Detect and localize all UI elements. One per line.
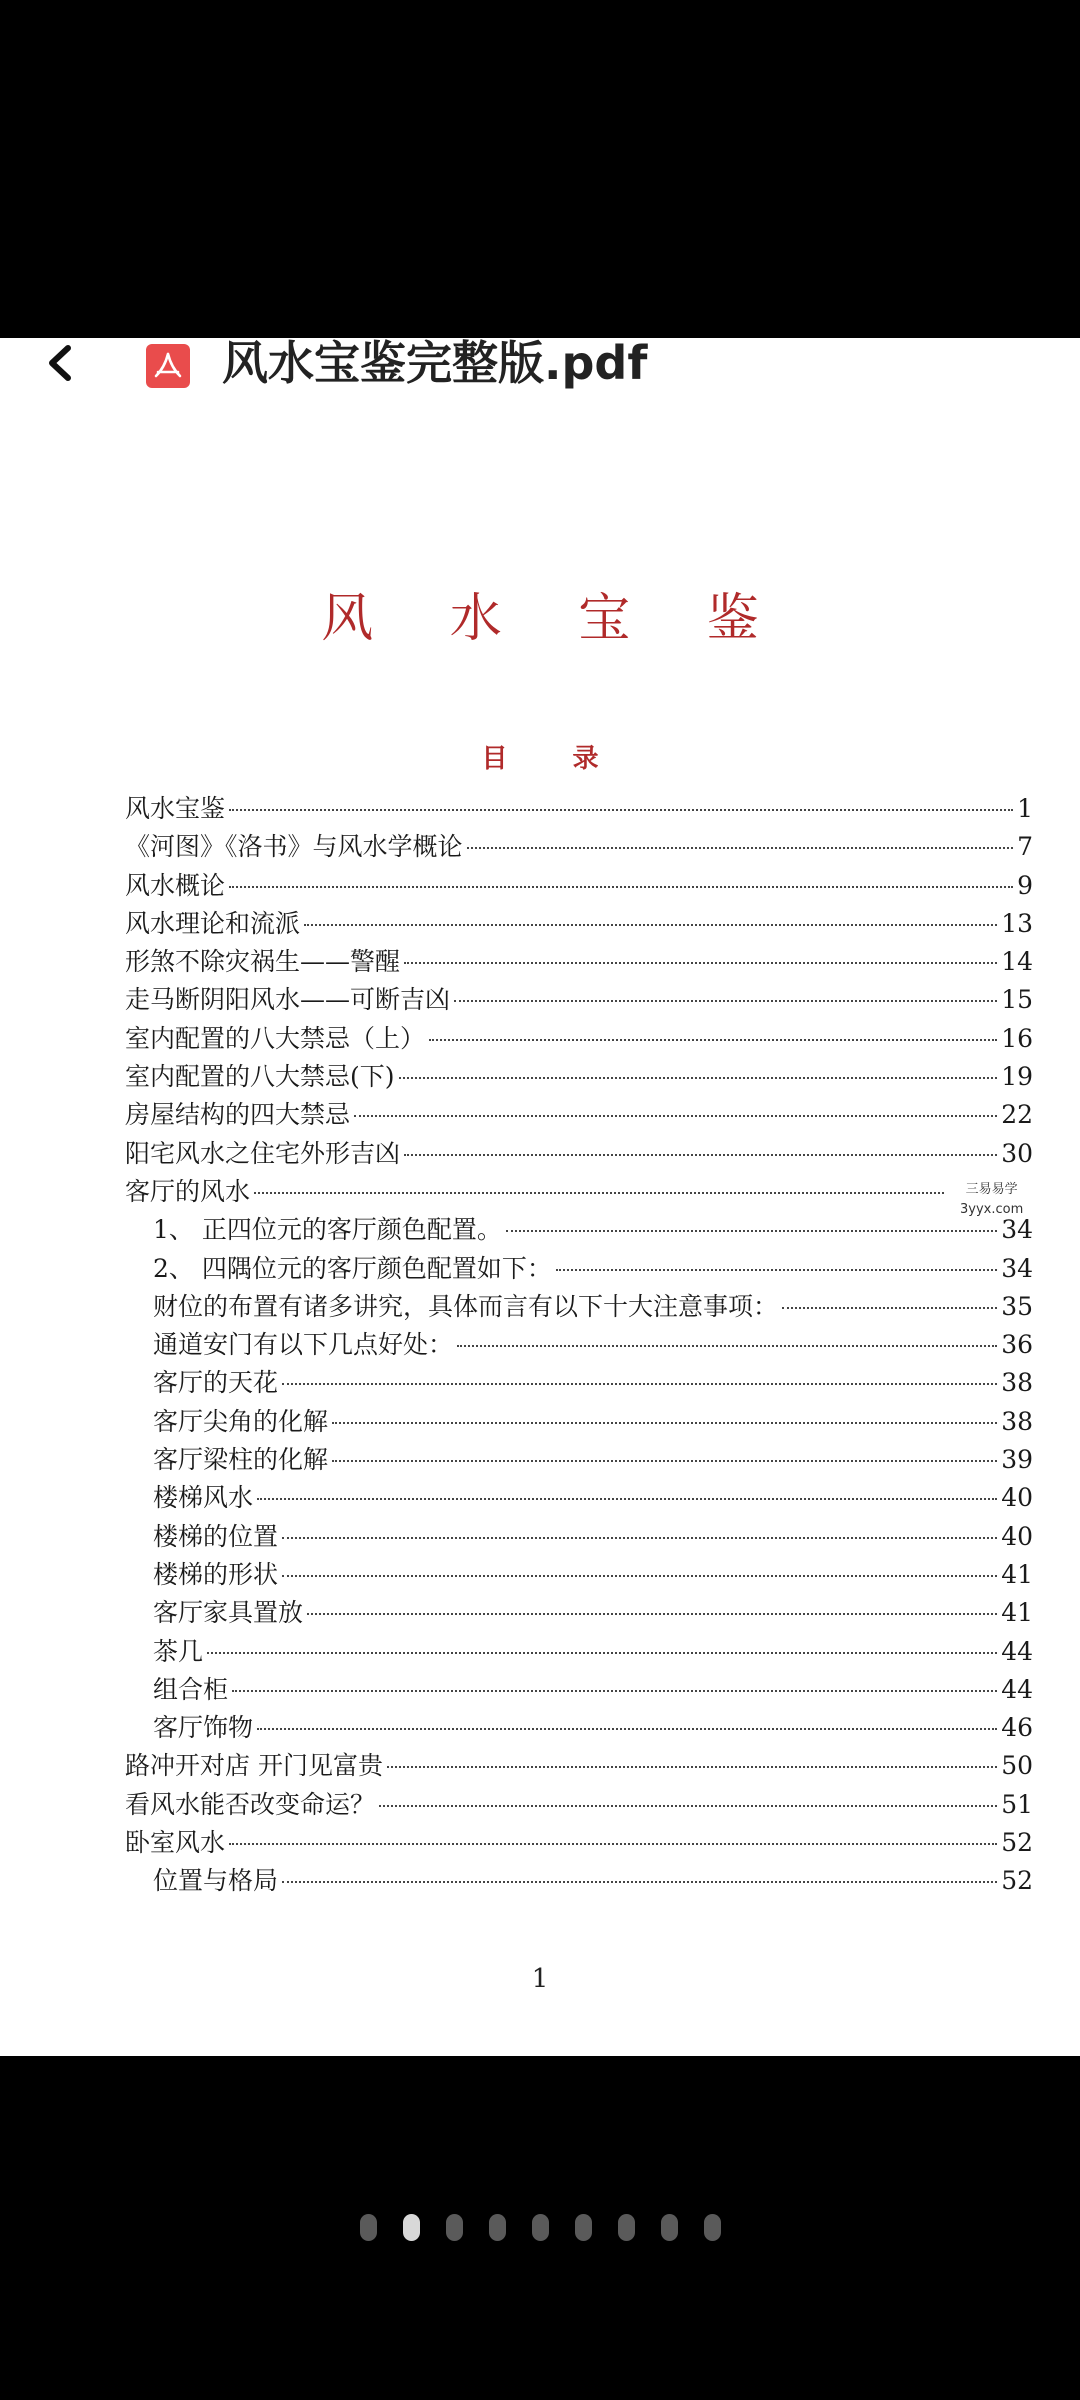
page-indicator-dot[interactable] — [360, 2214, 377, 2241]
leader-dots — [404, 962, 997, 964]
toc-entry-title: 形煞不除灾祸生——警醒 — [125, 947, 401, 977]
toc-entry-page: 15 — [1001, 985, 1033, 1015]
leader-dots — [467, 847, 1014, 849]
leader-dots — [229, 809, 1013, 811]
toc-entry-title: 客厅的风水 — [125, 1176, 251, 1206]
toc-entry[interactable] — [125, 1020, 1033, 1058]
document-title: 风 水 宝 鉴 — [321, 589, 789, 649]
toc-entry-title: 通道安门有以下几点好处： — [153, 1330, 454, 1360]
toc-entry[interactable] — [125, 1135, 1033, 1173]
toc-entry[interactable] — [125, 1556, 1033, 1594]
page-number: 1 — [531, 1964, 549, 1994]
leader-dots — [387, 1766, 997, 1768]
page-indicator — [0, 2214, 1080, 2244]
toc-entry-page: 38 — [1001, 1368, 1033, 1398]
leader-dots — [454, 1000, 997, 1002]
toc-entry[interactable] — [125, 1250, 1033, 1288]
watermark — [960, 1180, 1023, 1220]
toc-entry-page: 19 — [1001, 1062, 1033, 1092]
toc-entry-title: 风水概论 — [125, 870, 226, 900]
toc-entry-page: 30 — [1001, 1138, 1033, 1168]
toc-entry-title: 室内配置的八大禁忌(下) — [125, 1062, 395, 1092]
pdf-page[interactable] — [0, 338, 1080, 2056]
toc-entry[interactable] — [125, 1058, 1033, 1096]
leader-dots — [229, 886, 1013, 888]
leader-dots — [399, 1077, 998, 1079]
page-indicator-dot[interactable] — [618, 2214, 635, 2241]
toc-entry-page: 9 — [1017, 870, 1033, 900]
toc-entry-page: 39 — [1001, 1445, 1033, 1475]
toc-entry[interactable] — [125, 1633, 1033, 1671]
watermark-line1: 三易易学 — [965, 1182, 1018, 1197]
leader-dots — [229, 1843, 997, 1845]
leader-dots — [782, 1307, 997, 1309]
page-indicator-dot[interactable] — [704, 2214, 721, 2241]
leader-dots — [457, 1345, 997, 1347]
toc-entry-title: 客厅梁柱的化解 — [153, 1445, 329, 1475]
toc-entry[interactable] — [125, 905, 1033, 943]
toc-entry-page: 16 — [1001, 1023, 1033, 1053]
toc-heading: 目 录 — [481, 744, 627, 774]
toc-entry-page: 50 — [1001, 1751, 1033, 1781]
toc-entry[interactable] — [125, 828, 1033, 866]
toc-entry[interactable] — [125, 1096, 1033, 1134]
toc-entry-page: 44 — [1001, 1674, 1033, 1704]
toc-entry-page: 36 — [1001, 1330, 1033, 1360]
toc-entry-page: 22 — [1001, 1100, 1033, 1130]
table-of-contents — [125, 790, 1033, 1901]
toc-entry-title: 走马断阴阳风水——可断吉凶 — [125, 985, 451, 1015]
back-button[interactable] — [40, 338, 90, 398]
toc-entry-title: 茶几 — [153, 1636, 204, 1666]
toc-entry[interactable] — [125, 1326, 1033, 1364]
toc-entry[interactable] — [125, 1211, 1033, 1249]
toc-entry-title: 房屋结构的四大禁忌 — [125, 1100, 351, 1130]
toc-entry[interactable] — [125, 943, 1033, 981]
toc-entry[interactable] — [125, 981, 1033, 1019]
leader-dots — [304, 924, 997, 926]
leader-dots — [282, 1575, 997, 1577]
leader-dots — [506, 1230, 997, 1232]
chevron-left-icon — [40, 338, 90, 398]
toc-entry-page: 13 — [1001, 908, 1033, 938]
toc-entry[interactable] — [125, 1747, 1033, 1785]
leader-dots — [556, 1269, 997, 1271]
leader-dots — [282, 1383, 997, 1385]
toc-entry-title: 楼梯的形状 — [153, 1559, 279, 1589]
toc-entry-title: 客厅饰物 — [153, 1713, 254, 1743]
leader-dots — [429, 1039, 997, 1041]
toc-entry-page: 7 — [1017, 832, 1033, 862]
toc-entry-page: 52 — [1001, 1866, 1033, 1896]
toc-entry[interactable] — [125, 1441, 1033, 1479]
leader-dots — [282, 1881, 997, 1883]
toc-entry-title: 财位的布置有诸多讲究，具体而言有以下十大注意事项： — [153, 1291, 779, 1321]
toc-entry[interactable] — [125, 1709, 1033, 1747]
leader-dots — [307, 1613, 997, 1615]
toc-entry[interactable] — [125, 1479, 1033, 1517]
toc-entry-page: 52 — [1001, 1828, 1033, 1858]
toc-entry-title: 卧室风水 — [125, 1828, 226, 1858]
leader-dots — [232, 1690, 997, 1692]
toc-entry-title: 阳宅风水之住宅外形吉凶 — [125, 1138, 401, 1168]
pdf-icon — [146, 344, 190, 388]
page-indicator-dot[interactable] — [403, 2214, 420, 2241]
toc-entry-page: 1 — [1017, 794, 1033, 823]
leader-dots — [207, 1652, 997, 1654]
leader-dots — [332, 1460, 997, 1462]
toc-entry[interactable] — [125, 1173, 1033, 1211]
page-indicator-dot[interactable] — [446, 2214, 463, 2241]
toc-entry-title: 2、 四隅位元的客厅颜色配置如下： — [153, 1253, 552, 1283]
toc-entry-title: 客厅家具置放 — [153, 1598, 304, 1628]
toc-entry-title: 位置与格局 — [153, 1866, 279, 1896]
toc-entry-title: 客厅的天花 — [153, 1368, 279, 1398]
toc-entry-title: 楼梯风水 — [153, 1483, 254, 1513]
watermark-line2: 3yyx.com — [960, 1202, 1024, 1217]
toc-entry-page: 41 — [1001, 1559, 1033, 1589]
top-black-area — [0, 0, 1080, 338]
leader-dots — [379, 1805, 997, 1807]
toc-entry-page: 40 — [1001, 1521, 1033, 1551]
leader-dots — [254, 1192, 944, 1194]
toc-entry-page: 34 — [1001, 1253, 1033, 1283]
toc-entry-page: 46 — [1001, 1713, 1033, 1743]
toc-entry-page: 44 — [1001, 1636, 1033, 1666]
toc-entry-page: 51 — [1001, 1789, 1033, 1819]
toc-entry-title: 客厅尖角的化解 — [153, 1406, 329, 1436]
leader-dots — [257, 1498, 997, 1500]
toc-entry-title: 路冲开对店 开门见富贵 — [125, 1751, 383, 1781]
toc-entry-page: 40 — [1001, 1483, 1033, 1513]
toc-entry-page: 38 — [1001, 1406, 1033, 1436]
toc-entry[interactable] — [125, 1786, 1033, 1824]
toc-entry-title: 组合柜 — [153, 1674, 229, 1704]
toc-entry-title: 风水宝鉴 — [125, 794, 226, 823]
page-indicator-dot[interactable] — [489, 2214, 506, 2241]
toc-entry[interactable] — [125, 1364, 1033, 1402]
toc-entry-page: 14 — [1001, 947, 1033, 977]
leader-dots — [354, 1115, 997, 1117]
toc-entry-page: 35 — [1001, 1291, 1033, 1321]
toc-entry[interactable] — [125, 1862, 1033, 1900]
toc-entry[interactable] — [125, 1824, 1033, 1862]
page-indicator-dot[interactable] — [575, 2214, 592, 2241]
toc-entry[interactable] — [125, 1403, 1033, 1441]
toc-entry-title: 室内配置的八大禁忌（上） — [125, 1023, 426, 1053]
toc-entry[interactable] — [125, 1518, 1033, 1556]
toc-entry-title: 风水理论和流派 — [125, 908, 301, 938]
toc-entry[interactable] — [125, 1594, 1033, 1632]
header — [0, 338, 1080, 398]
toc-entry[interactable] — [125, 1288, 1033, 1326]
page-indicator-dot[interactable] — [532, 2214, 549, 2241]
toc-entry[interactable] — [125, 1671, 1033, 1709]
leader-dots — [282, 1537, 997, 1539]
toc-entry[interactable] — [125, 790, 1033, 828]
toc-entry-page: 41 — [1001, 1598, 1033, 1628]
leader-dots — [404, 1154, 997, 1156]
file-title: 风水宝鉴完整版.pdf — [222, 338, 648, 390]
toc-entry[interactable] — [125, 867, 1033, 905]
leader-dots — [257, 1728, 997, 1730]
toc-entry-title: 楼梯的位置 — [153, 1521, 279, 1551]
toc-entry-page: 34 — [1001, 1215, 1033, 1245]
page-indicator-dot[interactable] — [661, 2214, 678, 2241]
toc-entry-title: 看风水能否改变命运？ — [125, 1789, 376, 1819]
toc-entry-title: 1、 正四位元的客厅颜色配置。 — [153, 1215, 502, 1245]
toc-entry-title: 《河图》《洛书》与风水学概论 — [125, 832, 463, 862]
leader-dots — [332, 1422, 997, 1424]
